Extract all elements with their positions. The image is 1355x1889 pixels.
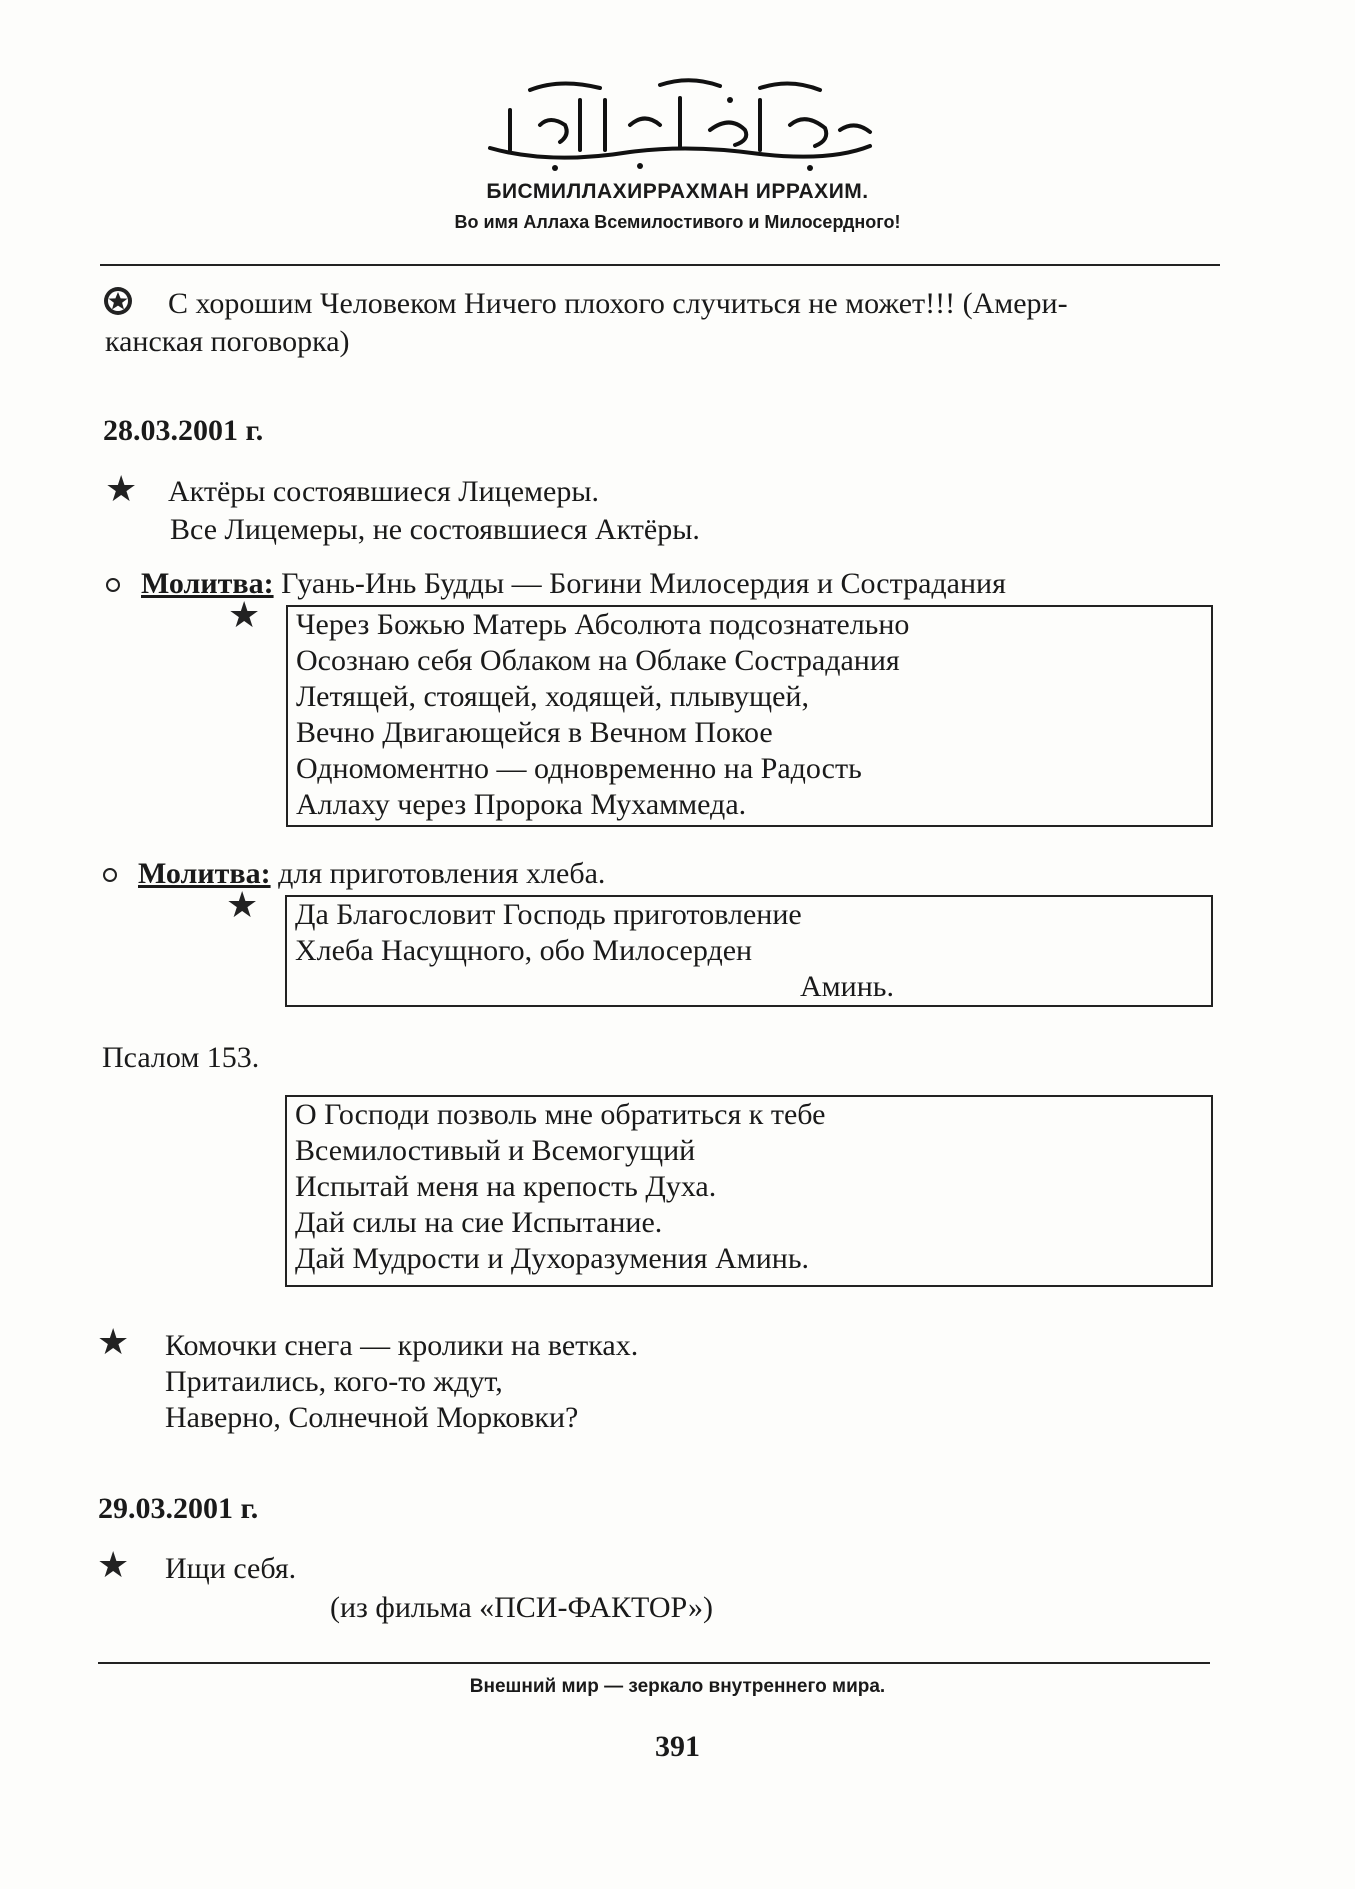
prayer-label: Молитва:	[138, 857, 271, 890]
prayer-line: Летящей, стоящей, ходящей, плывущей,	[296, 680, 809, 713]
psalm-line: Дай силы на сие Испытание.	[295, 1206, 663, 1239]
prayer-box	[285, 895, 1213, 1007]
quote-text: Ищи себя.	[165, 1552, 297, 1585]
page-number: 391	[655, 1730, 700, 1763]
epigraph-star-icon	[102, 285, 134, 317]
prayer-line: Осознаю себя Облаком на Облаке Сострадания	[296, 644, 900, 677]
footer-divider	[98, 1662, 1210, 1664]
star-icon: ★	[97, 1322, 130, 1363]
bullet-circle-icon	[106, 578, 120, 592]
prayer-title: для приготовления хлеба.	[270, 857, 606, 890]
prayer-line: Да Благословит Господь приготовление	[295, 898, 802, 931]
star-icon: ★	[105, 469, 138, 510]
psalm-line: Всемилостивый и Всемогущий	[295, 1134, 696, 1167]
aphorism-line-2: Все Лицемеры, не состоявшиеся Актёры.	[170, 513, 700, 546]
header-title: БИСМИЛЛАХИРРАХМАН ИРРАХИМ.	[486, 180, 869, 203]
bismillah-calligraphy	[430, 70, 930, 180]
aphorism-line-1: Актёры состоявшиеся Лицемеры.	[168, 475, 599, 508]
prayer-line: Хлеба Насущного, обо Милосерден	[295, 934, 753, 967]
prayer-label: Молитва:	[141, 567, 274, 600]
haiku-line-3: Наверно, Солнечной Морковки?	[165, 1401, 579, 1434]
header-divider	[100, 264, 1220, 266]
prayer-line: Вечно Двигающейся в Вечном Покое	[296, 716, 773, 749]
psalm-box	[285, 1095, 1213, 1287]
star-icon: ★	[226, 885, 259, 926]
psalm-line: Дай Мудрости и Духоразумения Аминь.	[295, 1242, 810, 1275]
entry-date: 28.03.2001 г.	[103, 414, 264, 447]
quote-source: (из фильма «ПСИ-ФАКТОР»)	[330, 1591, 713, 1624]
bullet-circle-icon	[103, 868, 117, 882]
prayer-heading	[141, 566, 1006, 602]
psalm-title: Псалом 153.	[102, 1041, 260, 1074]
prayer-line: Через Божью Матерь Абсолюта подсознательно	[296, 608, 910, 641]
entry-date: 29.03.2001 г.	[98, 1492, 259, 1525]
star-icon: ★	[228, 595, 261, 636]
epigraph-line-1: С хорошим Человеком Ничего плохого случиться не может!!! (Амери-	[168, 287, 1068, 320]
prayer-title: Гуань-Инь Будды — Богини Милосердия и Сострадания	[273, 567, 1006, 600]
footer-motto: Внешний мир — зеркало внутреннего мира.	[469, 1676, 886, 1697]
psalm-line: О Господи позволь мне обратиться к тебе	[295, 1098, 826, 1131]
header-subtitle: Во имя Аллаха Всемилостивого и Милосердного!	[454, 212, 901, 232]
prayer-line: Одномоментно — одновременно на Радость	[296, 752, 862, 785]
prayer-amen: Аминь.	[800, 970, 894, 1003]
prayer-line: Аллаху через Пророка Мухаммеда.	[296, 788, 747, 821]
epigraph-line-2: канская поговорка)	[105, 325, 350, 358]
psalm-line: Испытай меня на крепость Духа.	[295, 1170, 717, 1203]
prayer-box	[286, 605, 1213, 827]
haiku-line-2: Притаились, кого-то ждут,	[165, 1365, 503, 1398]
prayer-heading	[138, 856, 605, 892]
star-icon: ★	[97, 1545, 130, 1586]
haiku-line-1: Комочки снега — кролики на ветках.	[165, 1329, 639, 1362]
